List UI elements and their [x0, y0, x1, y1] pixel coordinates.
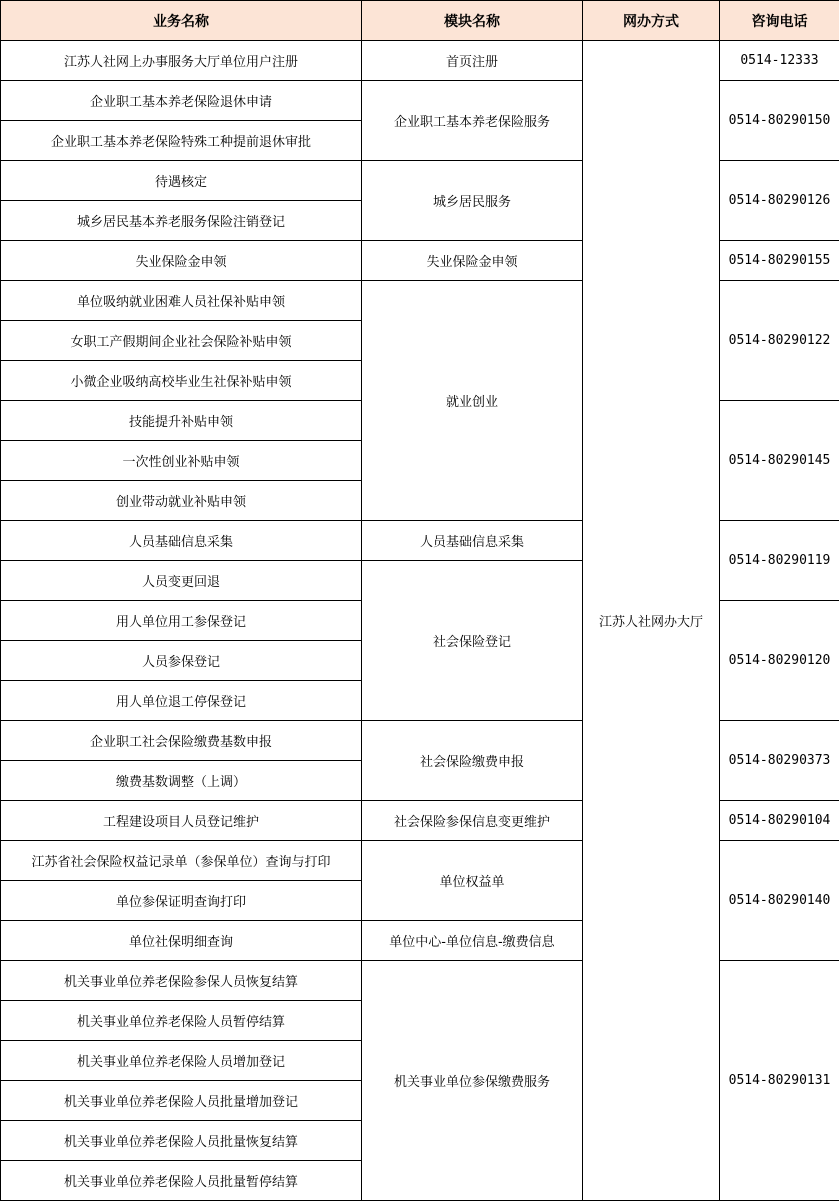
business-cell: 用人单位用工参保登记 [1, 601, 362, 641]
business-cell: 缴费基数调整（上调） [1, 761, 362, 801]
business-cell: 一次性创业补贴申领 [1, 441, 362, 481]
module-cell: 单位权益单 [362, 841, 583, 921]
business-cell: 单位社保明细查询 [1, 921, 362, 961]
module-cell: 失业保险金申领 [362, 241, 583, 281]
business-cell: 人员参保登记 [1, 641, 362, 681]
table-row [1, 41, 839, 81]
module-cell: 企业职工基本养老保险服务 [362, 81, 583, 161]
module-cell: 机关事业单位参保缴费服务 [362, 961, 583, 1201]
business-cell: 人员变更回退 [1, 561, 362, 601]
business-cell: 小微企业吸纳高校毕业生社保补贴申领 [1, 361, 362, 401]
phone-cell: 0514-80290131 [720, 961, 839, 1201]
module-cell: 社会保险参保信息变更维护 [362, 801, 583, 841]
phone-cell: 0514-80290122 [720, 281, 839, 401]
module-cell: 就业创业 [362, 281, 583, 521]
business-cell: 失业保险金申领 [1, 241, 362, 281]
business-cell: 人员基础信息采集 [1, 521, 362, 561]
module-cell: 城乡居民服务 [362, 161, 583, 241]
business-cell: 机关事业单位养老保险人员批量恢复结算 [1, 1121, 362, 1161]
business-cell: 单位吸纳就业困难人员社保补贴申领 [1, 281, 362, 321]
business-cell: 用人单位退工停保登记 [1, 681, 362, 721]
module-cell: 首页注册 [362, 41, 583, 81]
business-cell: 单位参保证明查询打印 [1, 881, 362, 921]
business-cell: 江苏省社会保险权益记录单（参保单位）查询与打印 [1, 841, 362, 881]
phone-cell: 0514-12333 [720, 41, 839, 81]
module-cell: 人员基础信息采集 [362, 521, 583, 561]
business-cell: 机关事业单位养老保险人员暂停结算 [1, 1001, 362, 1041]
business-cell: 企业职工社会保险缴费基数申报 [1, 721, 362, 761]
module-cell: 单位中心-单位信息-缴费信息 [362, 921, 583, 961]
header-online-method: 网办方式 [583, 1, 720, 41]
phone-cell: 0514-80290150 [720, 81, 839, 161]
phone-cell: 0514-80290126 [720, 161, 839, 241]
business-cell: 机关事业单位养老保险人员批量暂停结算 [1, 1161, 362, 1201]
header-business-name: 业务名称 [1, 1, 362, 41]
business-cell: 机关事业单位养老保险人员批量增加登记 [1, 1081, 362, 1121]
table-header-row [1, 1, 839, 41]
business-cell: 企业职工基本养老保险退休申请 [1, 81, 362, 121]
business-cell: 工程建设项目人员登记维护 [1, 801, 362, 841]
phone-cell: 0514-80290145 [720, 401, 839, 521]
business-cell: 城乡居民基本养老服务保险注销登记 [1, 201, 362, 241]
header-consult-phone: 咨询电话 [720, 1, 839, 41]
business-cell: 女职工产假期间企业社会保险补贴申领 [1, 321, 362, 361]
phone-cell: 0514-80290155 [720, 241, 839, 281]
business-cell: 创业带动就业补贴申领 [1, 481, 362, 521]
business-cell: 企业职工基本养老保险特殊工种提前退休审批 [1, 121, 362, 161]
phone-cell: 0514-80290140 [720, 841, 839, 961]
business-cell: 机关事业单位养老保险人员增加登记 [1, 1041, 362, 1081]
business-cell: 技能提升补贴申领 [1, 401, 362, 441]
module-cell: 社会保险缴费申报 [362, 721, 583, 801]
method-cell: 江苏人社网办大厅 [583, 41, 720, 1201]
phone-cell: 0514-80290104 [720, 801, 839, 841]
phone-cell: 0514-80290373 [720, 721, 839, 801]
module-cell: 社会保险登记 [362, 561, 583, 721]
business-cell: 机关事业单位养老保险参保人员恢复结算 [1, 961, 362, 1001]
business-cell: 待遇核定 [1, 161, 362, 201]
business-cell: 江苏人社网上办事服务大厅单位用户注册 [1, 41, 362, 81]
phone-cell: 0514-80290120 [720, 601, 839, 721]
header-module-name: 模块名称 [362, 1, 583, 41]
phone-cell: 0514-80290119 [720, 521, 839, 601]
